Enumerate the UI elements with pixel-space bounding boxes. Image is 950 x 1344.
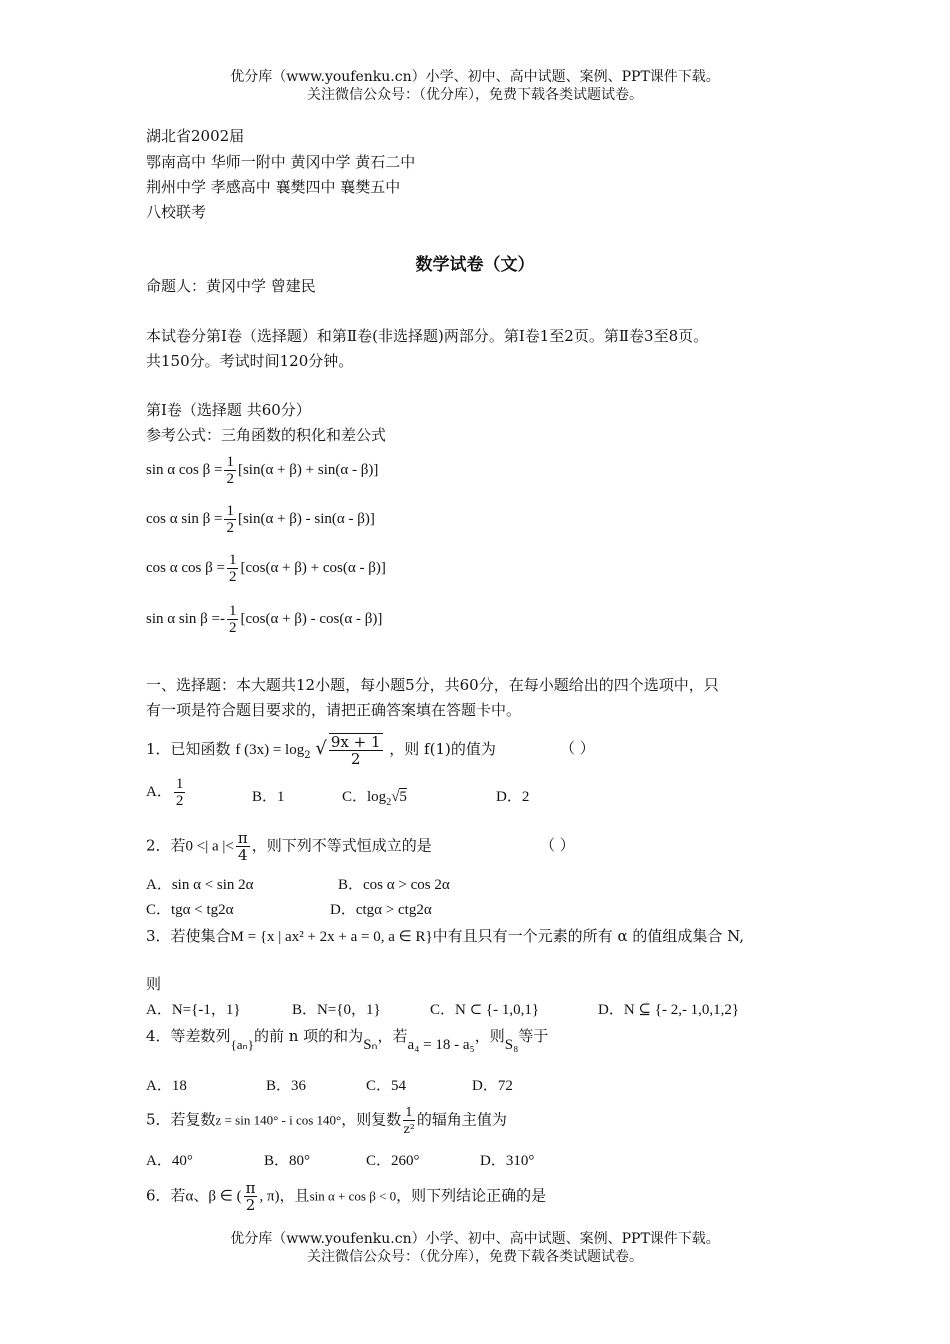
formula-1	[146, 454, 378, 487]
formula-lhs: cos α sin β =	[146, 510, 223, 527]
q1-option-c[interactable]	[342, 785, 407, 808]
fraction-denominator: 2	[228, 569, 237, 585]
q5-option-a[interactable]: A．40°	[146, 1153, 193, 1169]
header-line-1: 优分库（www.youfenku.cn）小学、初中、高中试题、案例、PPT课件下载。	[230, 69, 720, 85]
q6-condition: sin α + cos β < 0	[309, 1188, 397, 1204]
q2-option-d[interactable]	[330, 898, 432, 919]
q1-suffix: ，则 f(1)的值为	[389, 740, 496, 758]
formula-rhs: [sin(α + β) + sin(α - β)]	[237, 461, 379, 478]
q6-vars: α、β ∈ (	[185, 1188, 242, 1205]
q2-option-a[interactable]	[146, 873, 254, 894]
q3-set: M = {x | ax² + 2x + a = 0, a ∈ R}	[230, 929, 433, 945]
fraction-numerator: 1	[226, 503, 234, 519]
option-value: cos α > cos 2α	[363, 877, 450, 893]
school-line-3: 荆州中学 孝感高中 襄樊四中 襄樊五中	[146, 178, 401, 196]
section1-heading: 第Ⅰ卷（选择题 共60分）	[146, 401, 311, 419]
sqrt-icon: √	[315, 738, 327, 759]
q1-answer-blank[interactable]: （ ）	[560, 739, 595, 757]
q1-option-b[interactable]: B．1	[252, 789, 285, 805]
q4-option-c[interactable]: C．54	[366, 1078, 407, 1094]
formula-4	[146, 603, 382, 636]
sqrt-icon: √	[391, 789, 400, 805]
q2-answer-blank[interactable]: （ ）	[540, 836, 575, 854]
option-label: C．	[146, 902, 172, 918]
option-label: A．	[146, 783, 172, 800]
q4-sequence: {aₙ}	[230, 1037, 254, 1052]
fraction-denominator: 2	[226, 520, 234, 536]
q4-sn: Sₙ	[363, 1037, 378, 1053]
fraction-numerator: 1	[405, 1105, 413, 1119]
option-value: tgα < tg2α	[171, 902, 234, 918]
q3-option-a[interactable]: A．N={-1，1}	[146, 1002, 241, 1018]
q5-prefix: 5．若复数	[146, 1110, 216, 1129]
option-label: D．	[598, 1002, 624, 1018]
q4-prefix: 4．等差数列	[146, 1027, 231, 1045]
footer-line-2: 关注微信公众号：（优分库），免费下载各类试题试卷。	[307, 1249, 643, 1265]
option-value: ctgα > ctg2α	[355, 902, 432, 918]
header-line-2: 关注微信公众号：（优分库），免费下载各类试题试卷。	[307, 87, 643, 103]
q5-z: z = sin 140° - i cos 140°	[215, 1112, 342, 1128]
footer-line-1: 优分库（www.youfenku.cn）小学、初中、高中试题、案例、PPT课件下载。	[230, 1231, 720, 1247]
q2-condition: 0 <| a |<	[185, 838, 234, 855]
intro-line-2: 共150分。考试时间120分钟。	[146, 352, 354, 370]
question-4	[146, 1026, 549, 1053]
q1-prefix: 1．已知函数	[146, 740, 231, 758]
formula-rhs: [cos(α + β) + cos(α - β)]	[240, 559, 386, 576]
q2-prefix: 2．若	[146, 836, 186, 855]
q5-option-b[interactable]: B．80°	[264, 1153, 311, 1169]
q5-option-c[interactable]: C．260°	[366, 1153, 420, 1169]
option-label: D．	[330, 902, 356, 918]
fraction-numerator: 1	[228, 552, 237, 568]
q3-option-d[interactable]	[598, 998, 739, 1019]
reference-heading: 参考公式：三角函数的积化和差公式	[146, 426, 387, 444]
formula-2	[146, 503, 375, 536]
fraction-denominator: 2	[228, 620, 237, 636]
question-3	[146, 926, 744, 947]
option-label: B．	[338, 877, 364, 893]
q6-interval-end: , π)	[259, 1188, 280, 1205]
question-2	[146, 830, 432, 863]
option-value: N ⊆ {- 2,- 1,0,1,2}	[623, 1002, 740, 1018]
author-line: 命题人：黄冈中学 曾建民	[146, 277, 316, 295]
q2-suffix: ，则下列不等式恒成立的是	[251, 836, 432, 855]
q4-mid: 的前 n 项的和为	[253, 1027, 364, 1045]
formula-sign: -	[219, 610, 225, 627]
fraction-numerator: 1	[226, 454, 234, 470]
q4-option-b[interactable]: B．36	[266, 1078, 307, 1094]
q3-option-b[interactable]: B．N={0，1}	[292, 1002, 381, 1018]
fraction-denominator: 2	[175, 793, 184, 809]
q5-mid: ，则复数	[341, 1110, 402, 1129]
option-value: sin α < sin 2α	[171, 877, 254, 893]
radicand: 5	[399, 789, 407, 805]
fraction-numerator: 1	[175, 776, 184, 792]
question-5	[146, 1104, 507, 1137]
q4-mid3: ，则	[474, 1027, 505, 1045]
q1-option-d[interactable]: D．2	[496, 789, 530, 805]
q1-radicand-den: 2	[350, 750, 361, 768]
formula-lhs: cos α cos β =	[146, 559, 225, 576]
q4-condition: a₄ = 18 - a₅	[407, 1037, 475, 1053]
fraction-numerator: π	[245, 1179, 256, 1197]
school-line-4: 八校联考	[146, 203, 207, 221]
school-line-2: 鄂南高中 华师一附中 黄冈中学 黄石二中	[146, 153, 416, 171]
q1-log-base: 2	[304, 750, 311, 761]
formula-3	[146, 552, 386, 585]
q1-func: f (3x) = log	[235, 742, 305, 758]
q3-option-c[interactable]	[430, 998, 539, 1019]
q1-option-a[interactable]	[146, 776, 187, 809]
q6-prefix: 6．若	[146, 1186, 186, 1205]
q3-prefix: 3．若使集合	[146, 927, 231, 945]
question-1	[146, 733, 496, 767]
fraction-denominator: 2	[245, 1196, 256, 1214]
fraction-numerator: 1	[228, 603, 237, 619]
q4-option-d[interactable]: D．72	[472, 1078, 513, 1094]
q2-option-c[interactable]	[146, 898, 234, 919]
fraction-denominator: z²	[403, 1122, 415, 1136]
formula-lhs: sin α cos β =	[146, 461, 223, 478]
q3-suffix: 中有且只有一个元素的所有 α 的值组成集合 N,	[432, 927, 745, 945]
formula-lhs: sin α sin β =	[146, 610, 220, 627]
option-value: N ⊂ {- 1,0,1}	[455, 1002, 540, 1018]
log-base: 2	[386, 797, 392, 808]
q4-suffix: 等于	[518, 1027, 549, 1045]
q4-s8: S₈	[504, 1037, 519, 1053]
fraction-denominator: 2	[226, 471, 234, 487]
part1-line-1: 一、选择题：本大题共12小题，每小题5分，共60分，在每小题给出的四个选项中，只	[146, 676, 719, 694]
q5-suffix: 的辐角主值为	[416, 1110, 507, 1129]
part1-line-2: 有一项是符合题目要求的，请把正确答案填在答题卡中。	[146, 701, 522, 719]
school-line-1: 湖北省2002届	[146, 127, 245, 145]
option-label: C．	[430, 1002, 456, 1018]
q1-radicand-num: 9x + 1	[330, 733, 381, 751]
intro-line-1: 本试卷分第Ⅰ卷（选择题）和第Ⅱ卷(非选择题)两部分。第Ⅰ卷1至2页。第Ⅱ卷3至8页。	[146, 327, 709, 345]
option-label: C．	[342, 789, 368, 805]
q3-line-2: 则	[146, 975, 162, 993]
fraction-numerator: π	[237, 829, 248, 847]
question-6	[146, 1180, 546, 1213]
q4-option-a[interactable]: A．18	[146, 1078, 187, 1094]
q2-option-b[interactable]	[338, 873, 450, 894]
page-title: 数学试卷（文）	[415, 255, 535, 275]
formula-rhs: [cos(α + β) - cos(α - β)]	[240, 610, 383, 627]
formula-rhs: [sin(α + β) - sin(α - β)]	[237, 510, 375, 527]
fraction-denominator: 4	[238, 846, 248, 864]
q6-mid: ，且	[279, 1186, 310, 1205]
q4-mid2: ，若	[377, 1027, 408, 1045]
q5-option-d[interactable]: D．310°	[480, 1153, 535, 1169]
option-label: A．	[146, 877, 172, 893]
q6-suffix: ，则下列结论正确的是	[396, 1186, 547, 1205]
option-value: log	[367, 789, 387, 805]
